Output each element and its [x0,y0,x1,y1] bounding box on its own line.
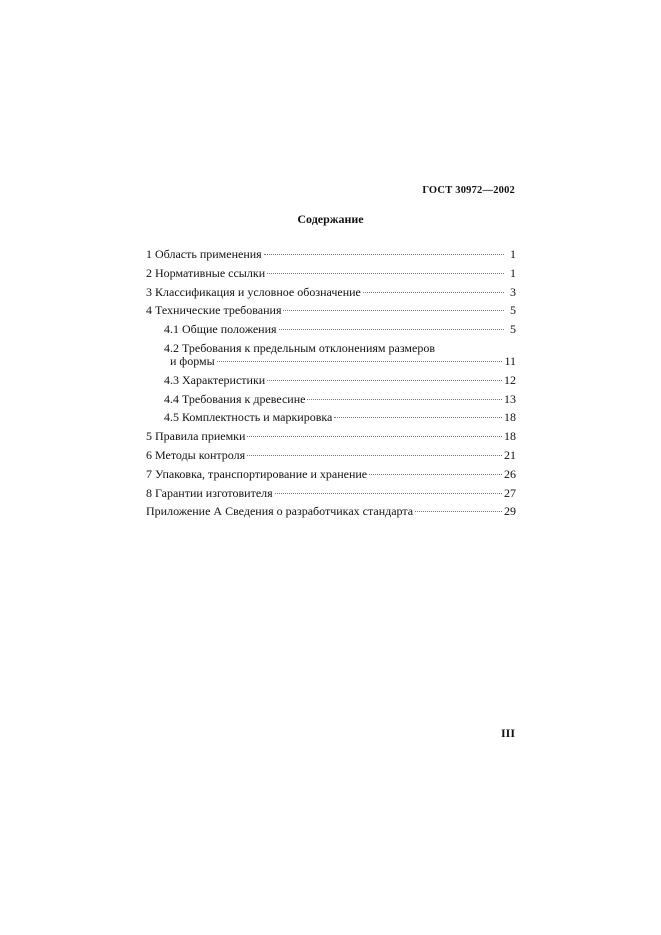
toc-entry-4-1[interactable] [146,322,516,341]
toc-label: 4.4 Требования к древесине [164,391,306,406]
leader-dots [283,310,504,311]
toc-label: 4.3 Характеристики [164,372,266,387]
leader-dots [247,436,502,437]
toc-page: 3 [510,284,516,299]
toc-entry-4-3[interactable] [146,373,516,392]
toc-page: 1 [510,247,516,261]
toc-label: 2 Нормативные ссылки [146,265,266,280]
toc-entry-4-2[interactable] [146,341,516,354]
toc-entry-4[interactable] [146,303,516,322]
toc-page: 18 [504,429,516,444]
toc-entry-4-5[interactable] [146,410,516,429]
toc-page: 12 [504,372,516,387]
page-number: III [500,726,515,740]
toc-entry-1[interactable] [146,247,516,266]
leader-dots [217,361,503,362]
toc-page: 29 [504,504,516,519]
toc-entry-6[interactable] [146,448,516,467]
leader-dots [267,273,504,274]
toc-entry-4-2-continued[interactable] [146,354,516,373]
toc-entry-appendix-a[interactable] [146,504,516,523]
toc-page: 5 [510,322,516,337]
leader-dots [275,493,502,494]
toc-entry-2[interactable] [146,266,516,285]
toc-page: 26 [504,466,516,481]
toc-entry-7[interactable] [146,467,516,486]
toc-page: 5 [510,303,516,318]
toc-label: 8 Гарантии изготовителя [146,485,273,500]
toc-label: 4.5 Комплектность и маркировка [164,410,333,425]
toc-label: и формы [170,353,215,368]
toc-page: 13 [504,391,516,406]
leader-dots [415,511,502,512]
toc-page: 18 [504,410,516,425]
toc-entry-5[interactable] [146,429,516,448]
toc-label: 4.1 Общие положения [164,322,277,337]
toc-entry-4-4[interactable] [146,392,516,411]
toc-label: Приложение А Сведения о разработчиках стандарта [146,504,414,519]
leader-dots [363,292,504,293]
leader-dots [334,417,502,418]
page-title: Содержание [297,212,364,226]
toc-entry-8[interactable] [146,486,516,505]
leader-dots [247,455,502,456]
toc-entry-3[interactable] [146,285,516,304]
toc-page: 21 [504,447,516,462]
toc-page: 27 [504,485,516,500]
table-of-contents [146,247,516,523]
leader-dots [264,254,504,255]
toc-label: 5 Правила приемки [146,429,246,444]
leader-dots [267,380,502,381]
leader-dots [369,474,502,475]
toc-label: 3 Классификация и условное обозначение [146,284,361,299]
toc-page: 11 [504,353,516,368]
toc-page: 1 [510,265,516,280]
leader-dots [307,399,502,400]
leader-dots [279,329,504,330]
toc-label: 7 Упаковка, транспортирование и хранение [146,466,368,481]
standard-header: ГОСТ 30972—2002 [422,185,515,196]
toc-label: 1 Область применения [146,247,262,261]
toc-label: 4 Технические требования [146,303,282,318]
toc-label: 4.2 Требования к предельным отклонениям размеров [164,340,435,355]
toc-label: 6 Методы контроля [146,447,246,462]
